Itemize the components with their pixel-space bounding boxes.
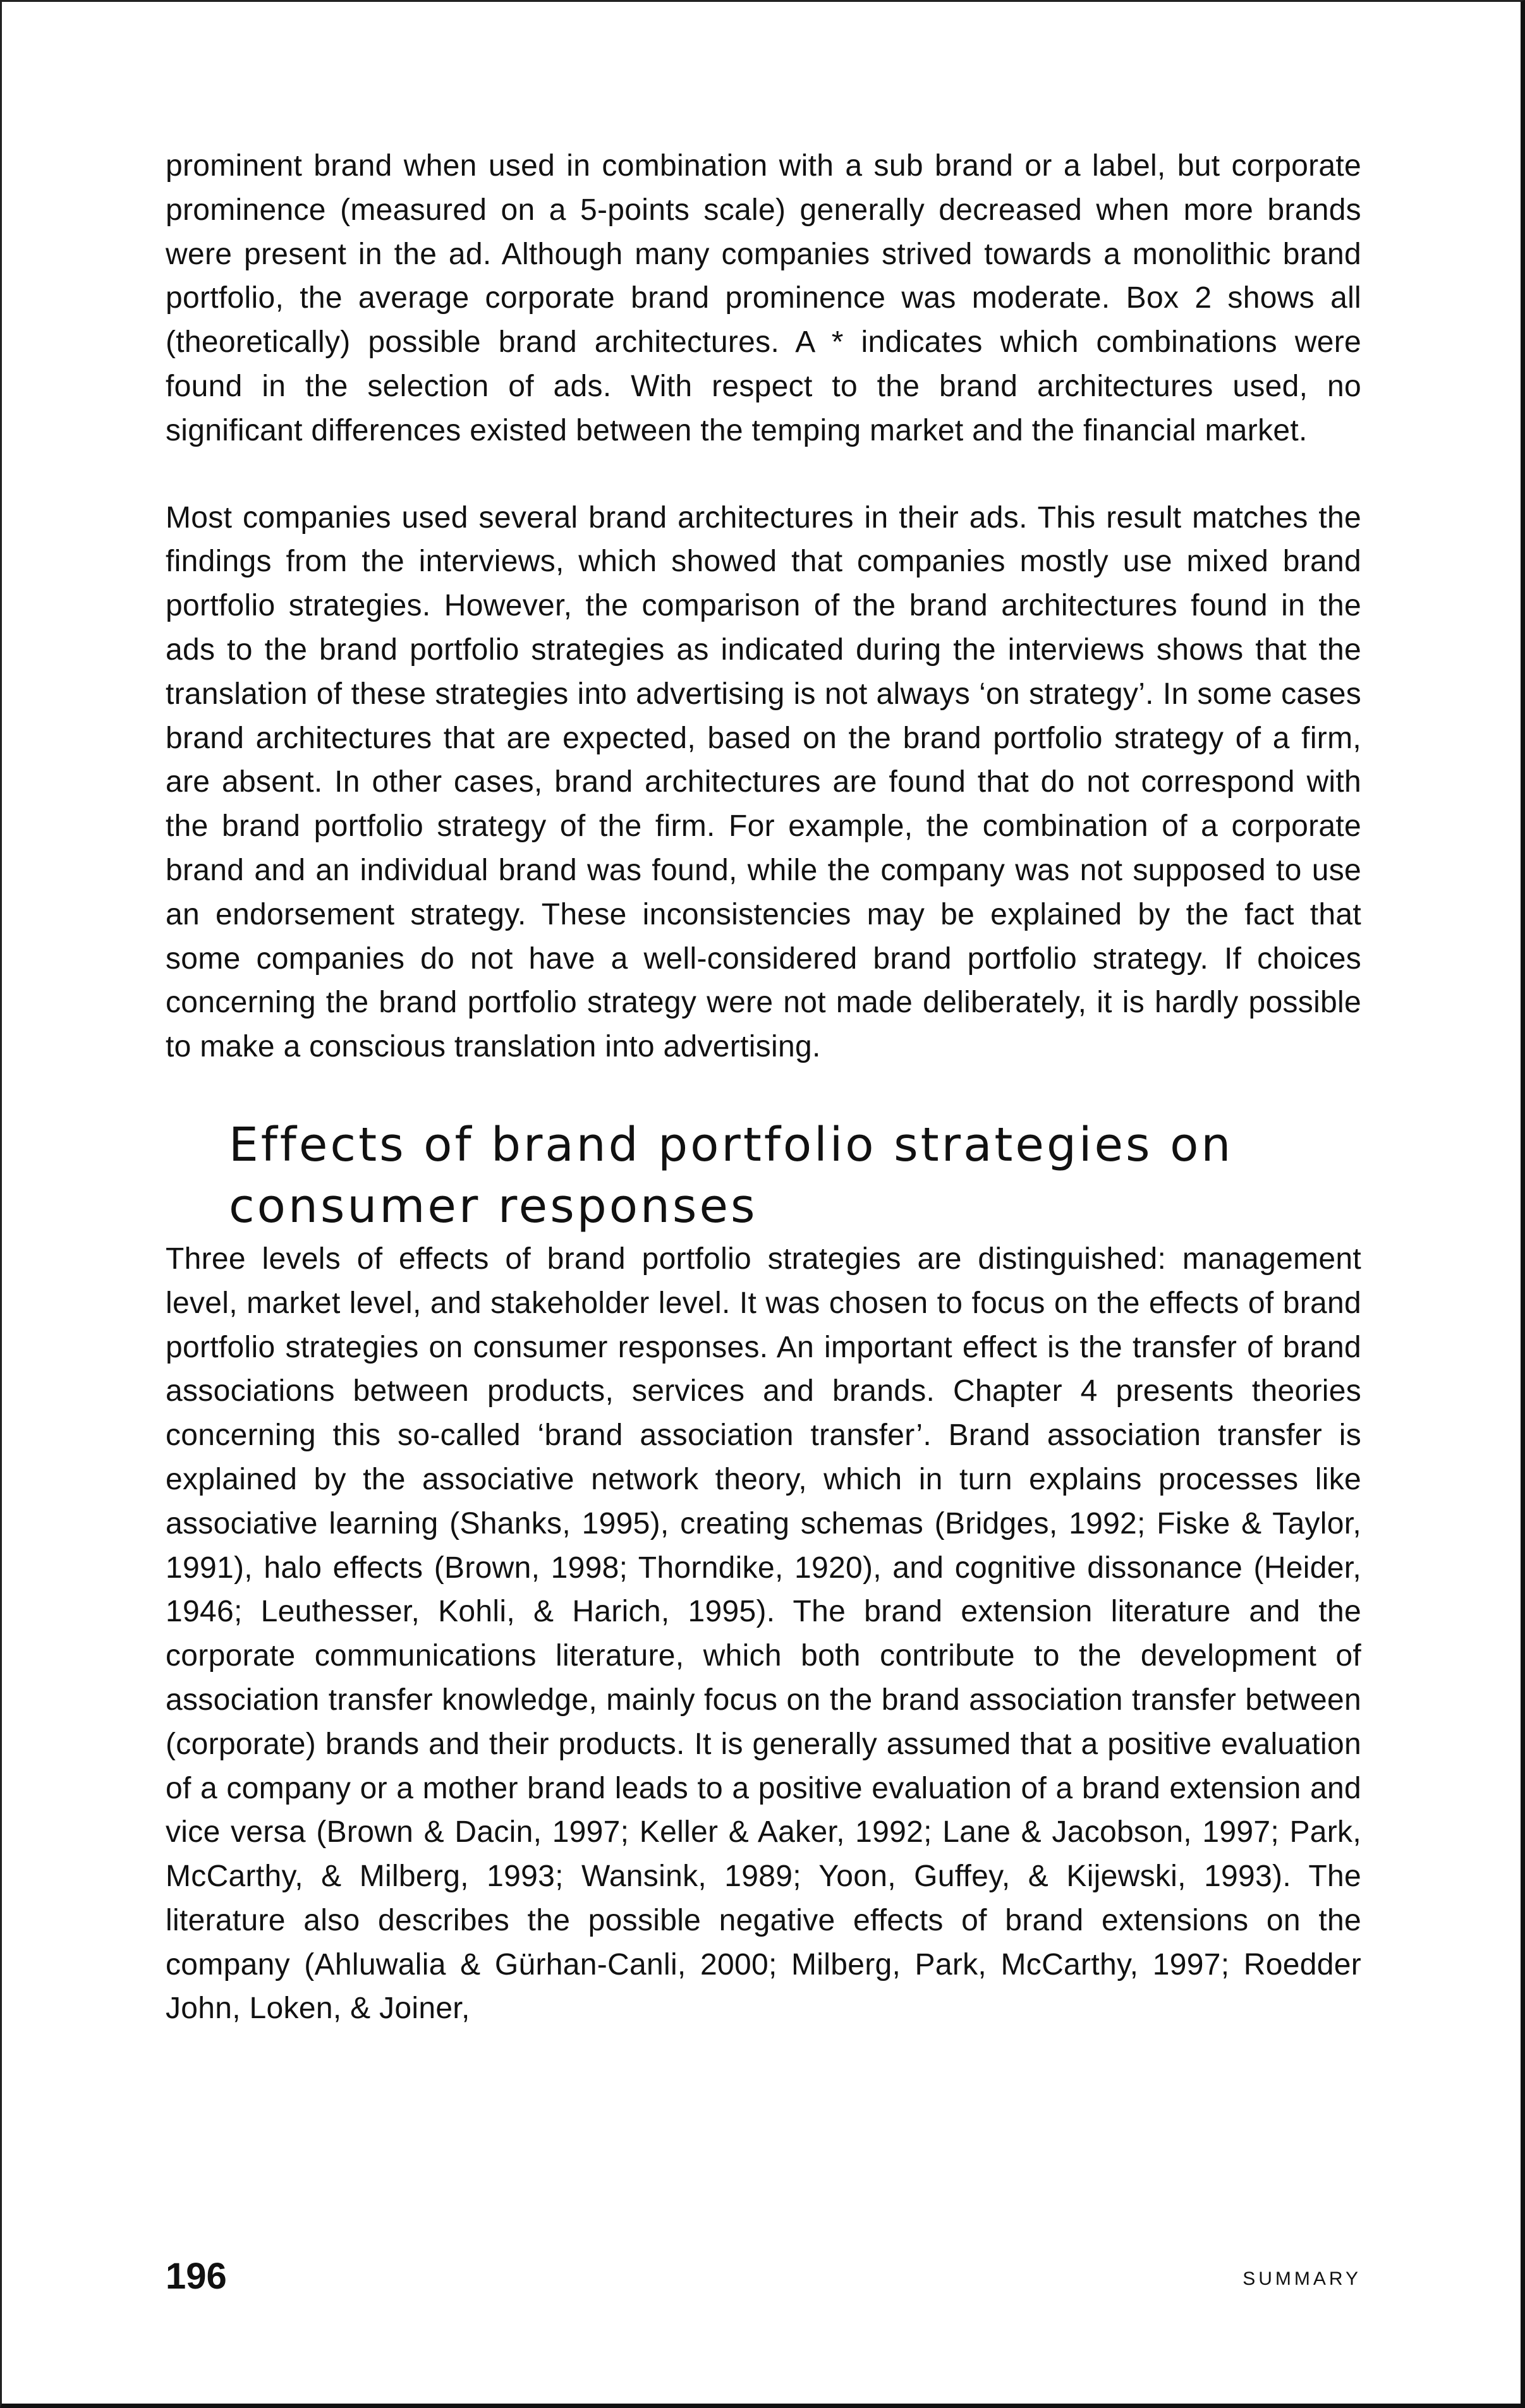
paragraph-effects: Three levels of effects of brand portfolio strategies are distinguished: management level, market level, and stakeholder level. It was chosen to focus on the effects of brand portfolio strategies on consumer responses. An important effect is the transfer of brand associations between products, services and brands. Chapter 4 presents theories concerning this so-called ‘brand association transfer’. Brand association transfer is explained by the associative network theory, which in turn explains processes like associative learning (Shanks, 1995), creating schemas (Bridges, 1992; Fiske & Taylor, 1991), halo effects (Brown, 1998; Thorndike, 1920), and cognitive dissonance (Heider, 1946; Leuthesser, Kohli, & Harich, 1995). The brand extension literature and the corporate communications literature, which both contribute to the development of association transfer knowledge, mainly focus on the brand association transfer between (corporate) brands and their products. It is generally assumed that a positive evaluation of a company or a mother brand leads to a positive evaluation of a brand extension and vice versa (Brown & Dacin, 1997; Keller & Aaker, 1992; Lane & Jacobson, 1997; Park, McCarthy, & Milberg, 1993; Wansink, 1989; Yoon, Guffey, & Kijewski, 1993). The literature also describes the possible negative effects of brand extensions on the company (Ahluwalia & Gürhan-Canli, 2000; Milberg, Park, McCarthy, 1997; Roedder John, Loken, & Joiner, [166,1242,1361,2026]
heading-gap [166,1069,1361,1115]
running-footer: SUMMARY [1242,2268,1361,2289]
paragraph-brand-architectures: Most companies used several brand architectures in their ads. This result matches the findings from the interviews, which showed that companies mostly use mixed brand portfolio strategies. However, the comparison of the brand architectures found in the ads to the brand portfolio strategies as indicated during the interviews shows that the translation of these strategies into advertising is not always ‘on strategy’. In some cases brand architectures that are expected, based on the brand portfolio strategy of a firm, are absent. In other cases, brand architectures are found that do not correspond with the brand portfolio strategy of the firm. For example, the combination of a corporate brand and an individual brand was found, while the company was not supposed to use an endorsement strategy. These inconsistencies may be explained by the fact that some companies do not have a well-considered brand portfolio strategy. If choices concerning the brand portfolio strategy were not made deliberately, it is hardly possible to make a conscious translation into advertising. [166,500,1361,1064]
page-body [166,144,1361,2031]
paragraph-brand-prominence: prominent brand when used in combination with a sub brand or a label, but corporate prominence (measured on a 5-points scale) generally decreased when more brands were present in the ad. Although many companies strived towards a monolithic brand portfolio, the average corporate brand prominence was moderate. Box 2 shows all (theoretically) possible brand architectures. A * indicates which combinations were found in the selection of ads. With respect to the brand architectures used, no significant differences existed between the temping market and the financial market. [166,149,1361,447]
page-footer [166,2251,1361,2302]
page-number: 196 [166,2256,227,2297]
section-heading: Effects of brand portfolio strategies on consumer responses [229,1117,1234,1233]
paragraph-gap [166,453,1361,496]
